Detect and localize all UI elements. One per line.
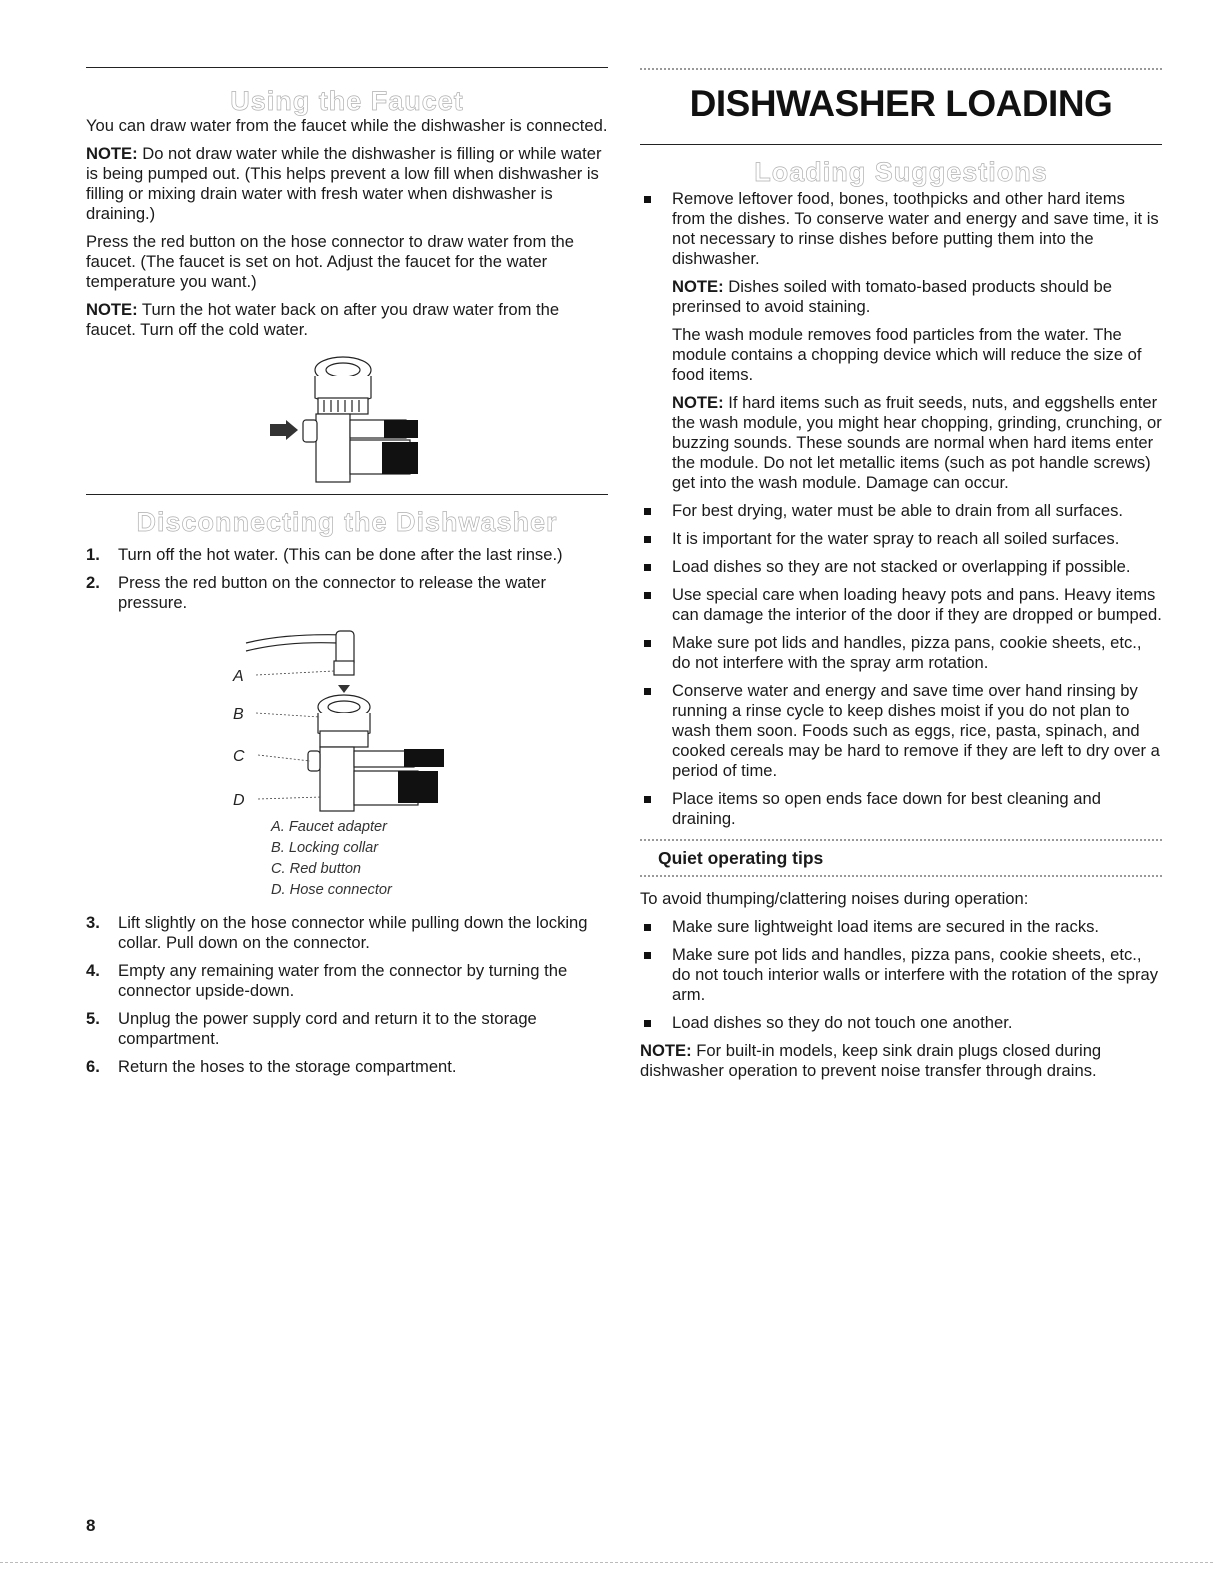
disconnect-steps-2 <box>86 913 608 1077</box>
title-rule <box>640 144 1162 145</box>
list-item: For best drying, water must be able to drain from all surfaces. <box>640 501 1162 521</box>
page-number: 8 <box>86 1516 96 1535</box>
label-d: D <box>233 792 245 809</box>
quiet-heading: Quiet operating tips <box>658 848 824 868</box>
right-column <box>640 0 1162 1089</box>
step-item: 1. Turn off the hot water. (This can be done after the last rinse.) <box>86 545 563 564</box>
faucet-heading: Using the Faucet <box>230 86 464 116</box>
caption-item: B. Locking collar <box>271 840 379 856</box>
note-built-in: NOTE: For built-in models, keep sink drain plugs closed during dishwasher operation to prevent noise transfer through drains. <box>640 1041 1102 1080</box>
list-item: Place items so open ends face down for best cleaning and draining. <box>640 789 1162 829</box>
faucet-connector-illustration <box>86 348 608 486</box>
loading-heading: Loading Suggestions <box>754 157 1048 187</box>
bottom-divider <box>0 1562 1213 1563</box>
wash-module-text: The wash module removes food particles from the water. The module contains a chopping device which will reduce the size of food items. <box>672 325 1142 384</box>
step-item: 4. Empty any remaining water from the connector by turning the connector upside-down. <box>86 961 568 1000</box>
list-item: Load dishes so they do not touch one another. <box>640 1013 1162 1033</box>
note-hard-items: NOTE: If hard items such as fruit seeds, nuts, and eggshells enter the wash module, you might hear chopping, grinding, crunching, or buzzing sounds. These sounds are normal when hard items enter the module. Do not let metallic items (such as pot handle screws) get into the wash module. Damage can occur. <box>672 393 1162 492</box>
loading-suggestions-list <box>640 189 1162 829</box>
list-item: Load dishes so they are not stacked or overlapping if possible. <box>640 557 1162 577</box>
step-item: 2. Press the red button on the connector to release the water pressure. <box>86 573 547 612</box>
step-item: 6. Return the hoses to the storage compartment. <box>86 1057 457 1076</box>
list-item: Make sure pot lids and handles, pizza pans, cookie sheets, etc., do not interfere with the spray arm rotation. <box>640 633 1162 673</box>
figure-caption-list <box>271 817 392 901</box>
page-title: DISHWASHER LOADING <box>689 83 1113 124</box>
connector-parts-drawing <box>86 621 608 821</box>
list-item: Remove leftover food, bones, toothpicks and other hard items from the dishes. To conserve water and energy and save time, it is not necessary to rinse dishes before putting them into the dishwasher. NOTE: Dishes soiled with tomato-based products should be prerinsed to avoid staining. The wash module removes food particles from the water. The module contains a chopping device which will reduce the size of food items. NOTE: If hard items such as fruit seeds, nuts, and eggshells enter the wash module, you might hear chopping, grinding, crunching, or buzzing sounds. These sounds are normal when hard items enter the module. Do not let metallic items (such as pot handle screws) get into the wash module. Damage can occur. <box>640 189 1162 493</box>
top-rule-left <box>86 67 608 68</box>
list-item: Use special care when loading heavy pots and pans. Heavy items can damage the interior of the door if they are dropped or bumped. <box>640 585 1162 625</box>
step-item: 3. Lift slightly on the hose connector while pulling down the locking collar. Pull down on the connector. <box>86 913 588 952</box>
disconnect-heading: Disconnecting the Dishwasher <box>136 507 558 537</box>
disconnect-steps-1 <box>86 545 608 613</box>
list-item: Conserve water and energy and save time over hand rinsing by running a rinse cycle to keep dishes moist if you do not plan to wash them soon. Foods such as eggs, rice, pasta, spinach, and cooked cereals may be hard to remove if they are left to dry over a period of time. <box>640 681 1162 781</box>
faucet-intro: You can draw water from the faucet while the dishwasher is connected. <box>86 116 608 135</box>
list-item: Make sure lightweight load items are secured in the racks. <box>640 917 1162 937</box>
faucet-instructions: Press the red button on the hose connector to draw water from the faucet. (The faucet is set on hot. Adjust the faucet for the water temperature you want.) <box>86 232 574 291</box>
list-item: Make sure pot lids and handles, pizza pans, cookie sheets, etc., do not touch interior walls or interfere with the rotation of the spray arm. <box>640 945 1162 1005</box>
left-column <box>86 0 608 1085</box>
quiet-tips-list <box>640 917 1162 1033</box>
note-tomato: NOTE: Dishes soiled with tomato-based products should be prerinsed to avoid staining. <box>672 277 1112 316</box>
caption-item: A. Faucet adapter <box>271 819 388 835</box>
quiet-intro: To avoid thumping/clattering noises during operation: <box>640 889 1029 908</box>
label-a: A <box>233 668 244 685</box>
quiet-bottom-rule <box>640 875 1162 877</box>
label-b: B <box>233 706 244 723</box>
faucet-note-2: NOTE: Turn the hot water back on after you draw water from the faucet. Turn off the cold water. <box>86 300 560 339</box>
caption-item: C. Red button <box>271 861 362 877</box>
top-rule-right <box>640 68 1162 70</box>
step-item: 5. Unplug the power supply cord and return it to the storage compartment. <box>86 1009 537 1048</box>
faucet-note-1: NOTE: Do not draw water while the dishwasher is filling or while water is being pumped out. (This helps prevent a low fill when dishwasher is filling or mixing drain water with fresh water when dishwasher is draining.) <box>86 144 602 223</box>
label-c: C <box>233 748 245 765</box>
section-rule-left <box>86 494 608 495</box>
faucet-connector-drawing <box>86 348 608 486</box>
list-item: It is important for the water spray to reach all soiled surfaces. <box>640 529 1162 549</box>
caption-item: D. Hose connector <box>271 882 392 898</box>
connector-parts-illustration <box>86 621 608 913</box>
quiet-top-rule <box>640 839 1162 841</box>
